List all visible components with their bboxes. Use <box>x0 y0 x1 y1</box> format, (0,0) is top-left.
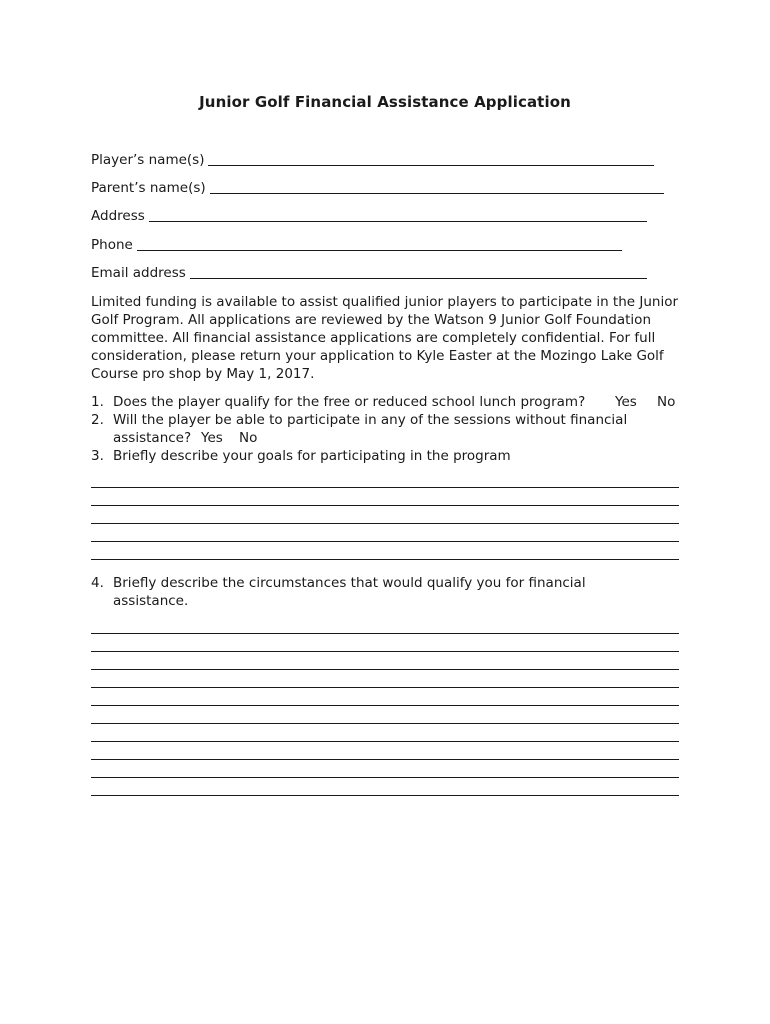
question-1-yes-option[interactable]: Yes <box>615 394 637 410</box>
address-label: Address <box>91 208 145 224</box>
question-4-answer-line[interactable] <box>91 705 679 706</box>
question-1-no-option[interactable]: No <box>657 394 676 410</box>
page-title: Junior Golf Financial Assistance Application <box>199 93 571 111</box>
question-2-no-option[interactable]: No <box>239 430 258 446</box>
question-3-answer-line[interactable] <box>91 559 679 560</box>
parent-name-line[interactable] <box>210 192 664 194</box>
question-4-answer-line[interactable] <box>91 759 679 760</box>
question-2-text: Will the player be able to participate in any of the sessions without financial <box>113 412 628 428</box>
player-name-label: Player’s name(s) <box>91 152 205 168</box>
question-2-yes-option[interactable]: Yes <box>201 430 223 446</box>
address-field[interactable] <box>91 208 647 224</box>
phone-line[interactable] <box>137 249 622 251</box>
player-name-line[interactable] <box>208 164 654 166</box>
question-4-answer-line[interactable] <box>91 723 679 724</box>
question-4-text-continued: assistance. <box>113 593 189 609</box>
email-label: Email address <box>91 265 186 281</box>
question-2-text-continued: assistance? <box>113 430 192 446</box>
player-name-field[interactable] <box>91 152 654 168</box>
question-1-number: 1. <box>91 394 104 410</box>
parent-name-field[interactable] <box>91 180 664 196</box>
question-3-answer-line[interactable] <box>91 541 679 542</box>
question-1-text: Does the player qualify for the free or reduced school lunch program? <box>113 394 586 410</box>
question-3-answer-line[interactable] <box>91 487 679 488</box>
question-2-number: 2. <box>91 412 104 428</box>
question-4-answer-line[interactable] <box>91 777 679 778</box>
question-4-text: Briefly describe the circumstances that would qualify you for financial <box>113 575 586 591</box>
phone-field[interactable] <box>91 237 622 253</box>
parent-name-label: Parent’s name(s) <box>91 180 206 196</box>
email-field[interactable] <box>91 265 647 281</box>
question-4-answer-line[interactable] <box>91 633 679 634</box>
question-4-answer-line[interactable] <box>91 741 679 742</box>
question-4-answer-line[interactable] <box>91 687 679 688</box>
question-3-answer-line[interactable] <box>91 505 679 506</box>
intro-paragraph: Limited funding is available to assist qualified junior players to participate in the Junior Golf Program. All applications are reviewed by the Watson 9 Junior Golf Foundation committee. All financial assistance applications are completely confidential. For full consideration, please return your application to Kyle Easter at the Mozingo Lake Golf Course pro shop by May 1, 2017. <box>91 294 679 382</box>
question-4-number: 4. <box>91 575 104 591</box>
question-4-answer-line[interactable] <box>91 651 679 652</box>
question-3-number: 3. <box>91 448 104 464</box>
question-4-answer-line[interactable] <box>91 795 679 796</box>
phone-label: Phone <box>91 237 133 253</box>
question-4-answer-line[interactable] <box>91 669 679 670</box>
question-3-answer-line[interactable] <box>91 523 679 524</box>
email-line[interactable] <box>190 277 647 279</box>
question-3-text: Briefly describe your goals for participating in the program <box>113 448 511 464</box>
address-line[interactable] <box>149 220 647 222</box>
